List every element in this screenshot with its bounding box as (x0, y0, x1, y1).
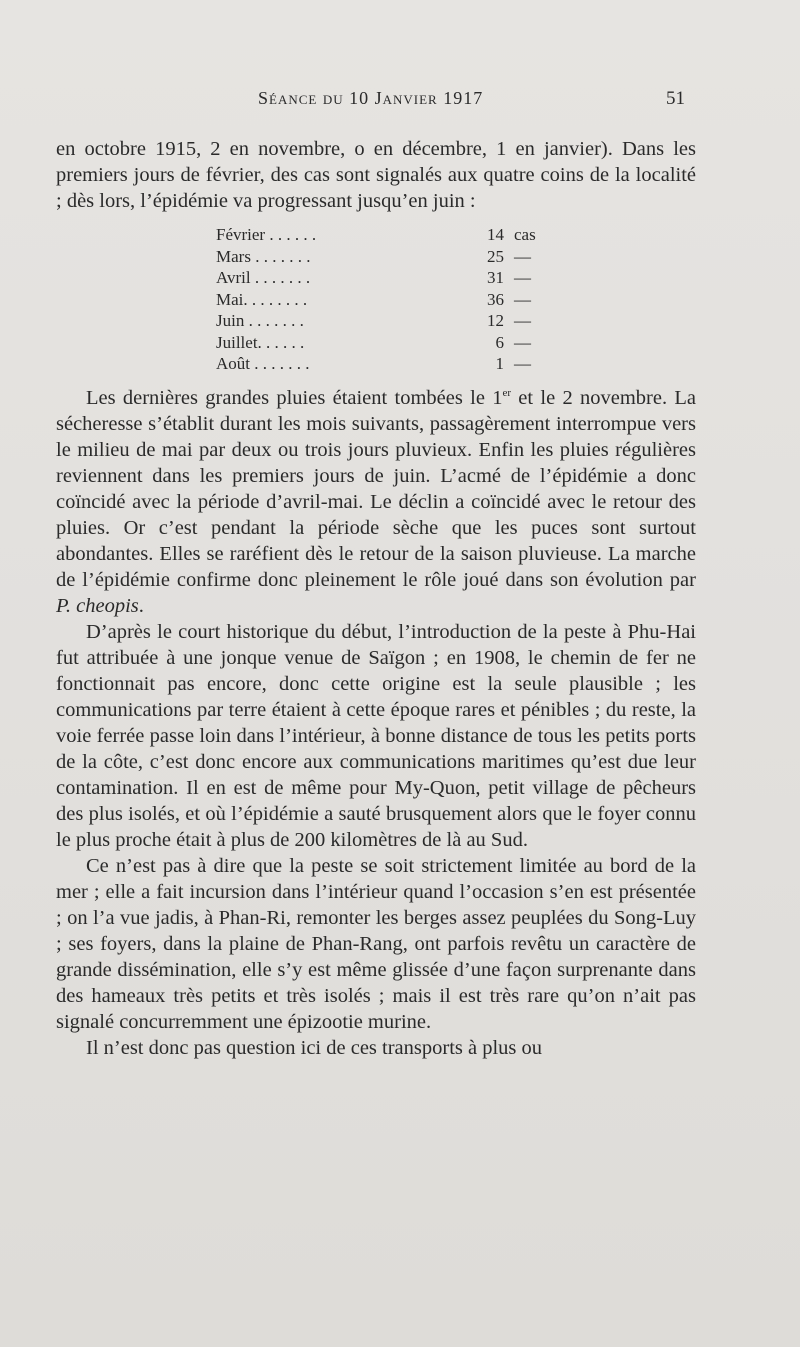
paragraph-inland: Ce n’est pas à dire que la peste se soit strictement limitée au bord de la mer ; elle a fait incursion dans l’intérieur quand l’occasion s’en est présentée ; on l’a vue jadis, à Phan-Ri, remonter les berges assez peuplées du Song-Luy ; ses foyers, dans la plaine de Phan-Rang, ont parfois revêtu un caractère de grande dissémination, elle s’y est même glissée d’une façon surprenante dans des hameaux très petits et très isolés ; mais il est très rare qu’on n’ait pas signalé concurremment une épizootie murine. (56, 854, 696, 1033)
table-unit: — (514, 246, 531, 266)
table-unit: — (514, 311, 531, 330)
table-month: Mai. . . . . . . . (216, 289, 308, 309)
table-unit: — (514, 268, 531, 287)
table-value: 1 (495, 354, 504, 373)
paragraph-rains (56, 385, 696, 619)
table-unit: — (514, 289, 531, 309)
table-value: 36 (487, 289, 504, 309)
monthly-cases-table (216, 224, 696, 375)
table-value: 6 (495, 332, 504, 352)
text-run: et le 2 novembre. La sécheresse s’établit durant les mois suivants, passagèrement interrompue vers le milieu de mai par deux ou trois jours pluvieux. Enfin les pluies régulières reviennent dans les premiers jours de juin. L’acmé de l’épidémie a donc coïncidé avec la période d’avril-mai. Le déclin a coïncidé avec le retour des pluies. Or c’est pendant la période sèche que les puces sont surtout abondantes. Elles se raréfient dès le retour de la saison pluvieuse. La marche de l’épidémie confirme donc pleinement le rôle joué dans son évolution par (56, 386, 696, 591)
text-run: . (138, 594, 144, 617)
table-value: 31 (487, 268, 504, 287)
table-month: Mars . . . . . . . (216, 246, 311, 266)
table-value: 25 (487, 246, 504, 266)
table-row (216, 353, 696, 375)
species-name: P. cheopis (56, 594, 139, 617)
running-head (0, 88, 800, 118)
table-month: Août . . . . . . . (216, 354, 310, 373)
table-row (216, 332, 696, 354)
table-row (216, 310, 696, 332)
table-month: Avril . . . . . . . (216, 268, 311, 287)
text-run: Les dernières grandes pluies étaient tombées le 1 (86, 386, 503, 409)
table-row (216, 267, 696, 289)
table-month: Février . . . . . . (216, 225, 317, 244)
paragraph-intro: en octobre 1915, 2 en novembre, o en décembre, 1 en janvier). Dans les premiers jours de février, des cas sont signalés aux quatre coins de la localité ; dès lors, l’épidémie va progressant jusqu’en juin : (56, 138, 696, 212)
table-value: 12 (487, 311, 504, 330)
table-value: 14 (487, 225, 504, 244)
paragraph-history: D’après le court historique du début, l’introduction de la peste à Phu-Hai fut attribuée à une jonque venue de Saïgon ; en 1908, le chemin de fer ne fonctionnait pas encore, donc cette origine est la seule plausible ; les communications par terre étaient à cette époque rares et pénibles ; du reste, la voie ferrée passe loin dans l’intérieur, à bonne distance de tous les petits ports de la côte, c’est donc encore aux communications maritimes qu’est due leur contamination. Il en est de même pour My-Quon, petit village de pêcheurs des plus isolés, et où l’épidémie a sauté brusquement alors que le foyer connu le plus proche était à plus de 200 kilomètres de là au Sud. (56, 620, 696, 851)
running-title: Séance du 10 Janvier 1917 (258, 88, 484, 108)
table-month: Juin . . . . . . . (216, 311, 304, 330)
table-unit: — (514, 332, 531, 352)
table-row (216, 246, 696, 268)
table-unit: cas (514, 225, 536, 244)
body-text (56, 136, 696, 1061)
table-month: Juillet. . . . . . (216, 332, 305, 352)
table-row (216, 224, 696, 246)
page-number: 51 (666, 88, 685, 109)
superscript: er (502, 386, 511, 399)
table-row (216, 289, 696, 311)
table-unit: — (514, 354, 531, 373)
paragraph-final: Il n’est donc pas question ici de ces transports à plus ou (86, 1036, 543, 1059)
